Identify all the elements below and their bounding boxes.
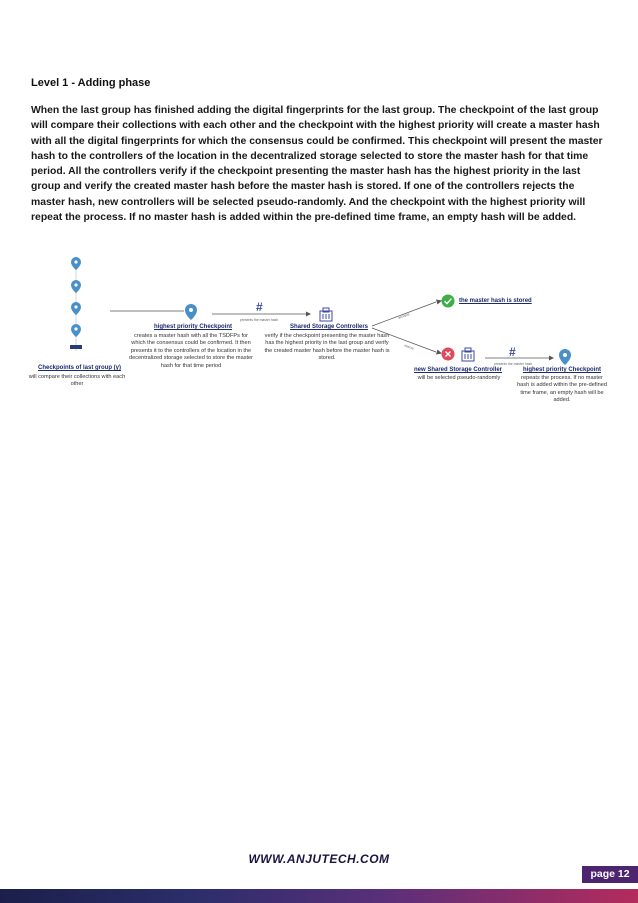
storage-controllers-title: Shared Storage Controllers bbox=[290, 324, 369, 330]
stored-title: the master hash is stored bbox=[459, 298, 532, 304]
storage-controllers-desc: verify if the checkpoint presenting the master hash has the highest priority in the last group and verify the created master hash before the master hash is stored. bbox=[264, 333, 390, 362]
arrow1-label: presents the master hash bbox=[240, 318, 279, 322]
section-paragraph: When the last group has finished adding the digital fingerprints for the last group. The checkpoint of the last group will compare their collections with each other and the checkpoint with the highest priority will create a master hash with all the digital fingerprints for which the consensus could be confirmed. This checkpoint will present the master hash to the controllers of the location in the decentralized storage selected to store the master hash for that time period. All the controllers verify if the checkpoint presenting the master hash has the highest priority in the last group and verify the created master hash before the master hash is stored. If one of the controllers rejects the master hash, new controllers will be selected pseudo-randomly. And the checkpoint with the highest priority will repeat the process. If no master hash is added within the pre-defined time frame, an empty hash will be added. bbox=[31, 105, 603, 224]
new-controller-desc: will be selected pseudo-randomly bbox=[417, 375, 501, 381]
check-icon bbox=[441, 294, 455, 308]
checkpoint-pins-icon bbox=[64, 255, 88, 355]
hash-icon: # bbox=[256, 300, 263, 314]
arrow-present-hash-2 bbox=[485, 355, 555, 361]
new-controller-icon bbox=[460, 346, 476, 362]
hash-icon-2: # bbox=[509, 345, 516, 359]
arrow-present-hash bbox=[212, 311, 312, 317]
arrow2-label: presents the master hash bbox=[494, 362, 533, 366]
priority-checkpoint-pin-icon bbox=[183, 303, 199, 321]
footer-url[interactable]: WWW.ANJUTECH.COM bbox=[248, 852, 390, 866]
page-number: page 12 bbox=[582, 866, 638, 883]
priority-checkpoint-pin-icon-2 bbox=[557, 348, 573, 366]
priority-checkpoint-2-title: highest priority Checkpoint bbox=[523, 367, 602, 373]
storage-controllers-icon bbox=[318, 306, 334, 322]
new-controller-title: new Shared Storage Controller bbox=[414, 367, 503, 373]
checkpoints-desc: will compare their collections with each other bbox=[28, 374, 126, 388]
branch-down-label: rejects bbox=[403, 343, 415, 351]
checkpoints-title: Checkpoints of last group (y) bbox=[38, 365, 122, 371]
footer-bar bbox=[0, 889, 638, 903]
priority-checkpoint-desc: creates a master hash with all the TSDFPs for which the consensus could be confirmed. It then presents it to the controllers of the location in the decentralized storage selected to store the master hash for that time period bbox=[128, 333, 254, 369]
reject-icon bbox=[441, 347, 455, 361]
branch-up-label: accepts bbox=[397, 312, 411, 320]
branch-arrows bbox=[370, 296, 446, 360]
priority-checkpoint-2-desc: repeats the process. If no master hash is added within the pre-defined time frame, an empty hash will be added. bbox=[517, 375, 607, 404]
connector-line bbox=[110, 308, 186, 314]
priority-checkpoint-title: highest priority Checkpoint bbox=[154, 324, 233, 330]
section-heading: Level 1 - Adding phase bbox=[31, 77, 151, 89]
